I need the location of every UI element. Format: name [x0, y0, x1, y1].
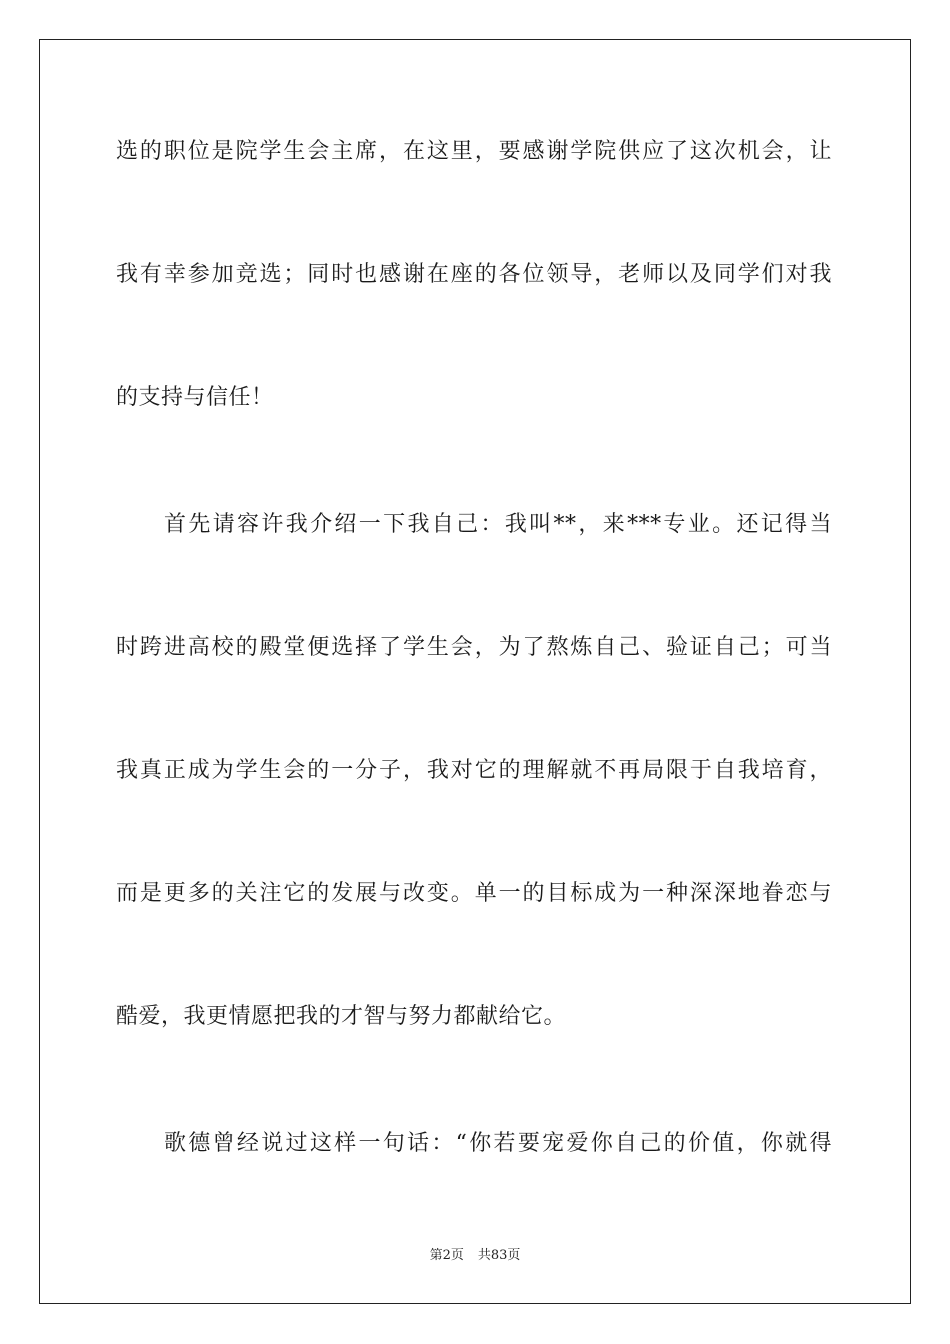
page-footer	[0, 1247, 950, 1265]
page-border	[39, 39, 911, 1304]
text-line: 我真正成为学生会的一分子，我对它的理解就不再局限于自我培育，	[116, 758, 832, 783]
page-total: 共83页	[477, 1248, 521, 1263]
page-number: 第2页	[429, 1248, 464, 1263]
text-line: 歌德曾经说过这样一句话：“你若要宠爱你自己的价值，你就得	[164, 1131, 832, 1156]
text-line: 酷爱，我更情愿把我的才智与努力都献给它。	[116, 1004, 567, 1029]
text-line: 的支持与信任！	[116, 385, 274, 410]
text-line: 首先请容许我介绍一下我自己：我叫**，来***专业。还记得当	[164, 512, 832, 537]
text-line: 而是更多的关注它的发展与改变。单一的目标成为一种深深地眷恋与	[116, 881, 832, 906]
text-line: 选的职位是院学生会主席，在这里，要感谢学院供应了这次机会，让	[116, 139, 832, 164]
text-line: 时跨进高校的殿堂便选择了学生会，为了熬炼自己、验证自己；可当	[116, 635, 832, 660]
text-line: 我有幸参加竞选；同时也感谢在座的各位领导，老师以及同学们对我	[116, 262, 832, 287]
